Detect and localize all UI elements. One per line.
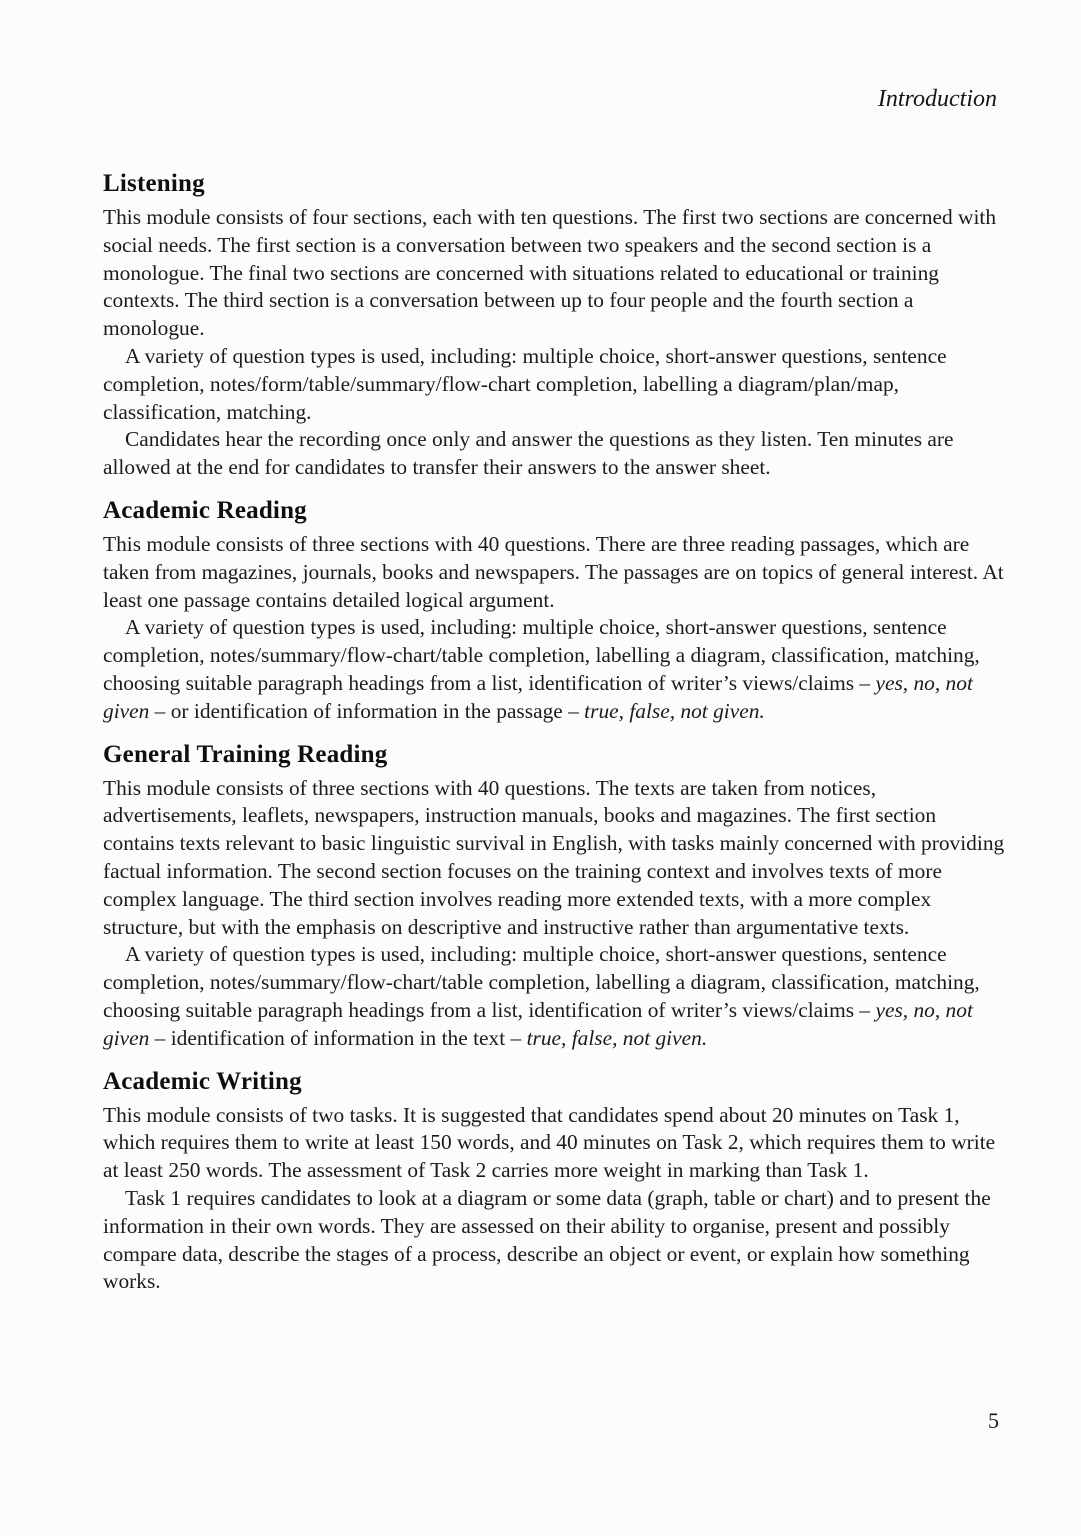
section-heading: Academic Reading bbox=[103, 496, 307, 524]
page-content bbox=[103, 170, 1005, 1296]
text-run: – identification of information in the text – bbox=[149, 1025, 527, 1050]
paragraph: This module consists of two tasks. It is suggested that candidates spend about 20 minutes on Task 1, which requires them to write at least 150 words, and 40 minutes on Task 2, which requires them to write at least 250 words. The assessment of Task 2 carries more weight in marking than Task 1. bbox=[103, 1102, 996, 1183]
section-heading: Listening bbox=[103, 170, 205, 197]
paragraph: Task 1 requires candidates to look at a diagram or some data (graph, table or chart) and to present the information in their own words. They are assessed on their ability to organise, present and possibly compare data, describe the stages of a process, describe an object or event, or explain how something works. bbox=[103, 1185, 991, 1294]
section-heading: Academic Writing bbox=[103, 1067, 302, 1095]
paragraph bbox=[103, 941, 1005, 1052]
page-number: 5 bbox=[988, 1408, 999, 1433]
paragraph bbox=[103, 614, 1005, 725]
section-academic-reading bbox=[103, 497, 1005, 726]
paragraph: A variety of question types is used, including: multiple choice, short-answer questions, sentence completion, notes/form/table/summary/flow-chart completion, labelling a diagram/plan/map, classification, matching. bbox=[103, 343, 947, 424]
section-academic-writing bbox=[103, 1068, 1005, 1297]
paragraph: This module consists of three sections with 40 questions. There are three reading passages, which are taken from magazines, journals, books and newspapers. The passages are on topics of general interest. At least one passage contains detailed logical argument. bbox=[103, 531, 1004, 612]
text-run: – or identification of information in the passage – bbox=[149, 698, 585, 723]
paragraph: This module consists of three sections with 40 questions. The texts are taken from notices, advertisements, leaflets, newspapers, instruction manuals, books and magazines. The first section contains texts relevant to basic linguistic survival in English, with tasks mainly concerned with providing factual information. The second section focuses on the training context and involves texts of more complex language. The third section involves reading more extended texts, with a more complex structure, but with the emphasis on descriptive and instructive rather than argumentative texts. bbox=[103, 775, 1005, 939]
text-run-italic: yes, no, not given bbox=[103, 997, 973, 1050]
text-run-italic: true, false, not given. bbox=[526, 1025, 708, 1050]
running-head: Introduction bbox=[877, 86, 997, 112]
text-run: A variety of question types is used, including: multiple choice, short-answer questions, sentence completion, notes/summary/flow-chart/table completion, labelling a diagram, classification, matching, choosing suitable paragraph headings from a list, identification of writer’s views/claims – bbox=[103, 615, 980, 695]
section-listening bbox=[103, 170, 1005, 482]
text-run-italic: yes, no, not given bbox=[103, 670, 973, 723]
text-run-italic: true, false, not given. bbox=[584, 698, 765, 723]
text-run: A variety of question types is used, including: multiple choice, short-answer questions, sentence completion, notes/summary/flow-chart/table completion, labelling a diagram, classification, matching, choosing suitable paragraph headings from a list, identification of writer’s views/claims – bbox=[103, 942, 980, 1022]
section-heading: General Training Reading bbox=[103, 740, 388, 768]
paragraph: Candidates hear the recording once only and answer the questions as they listen. Ten minutes are allowed at the end for candidates to transfer their answers to the answer sheet. bbox=[103, 427, 954, 480]
section-general-training-reading bbox=[103, 741, 1005, 1053]
paragraph: This module consists of four sections, each with ten questions. The first two sections are concerned with social needs. The first section is a conversation between two speakers and the second section is a monologue. The final two sections are concerned with situations related to educational or training contexts. The third section is a conversation between up to four people and the fourth section a monologue. bbox=[103, 205, 997, 341]
